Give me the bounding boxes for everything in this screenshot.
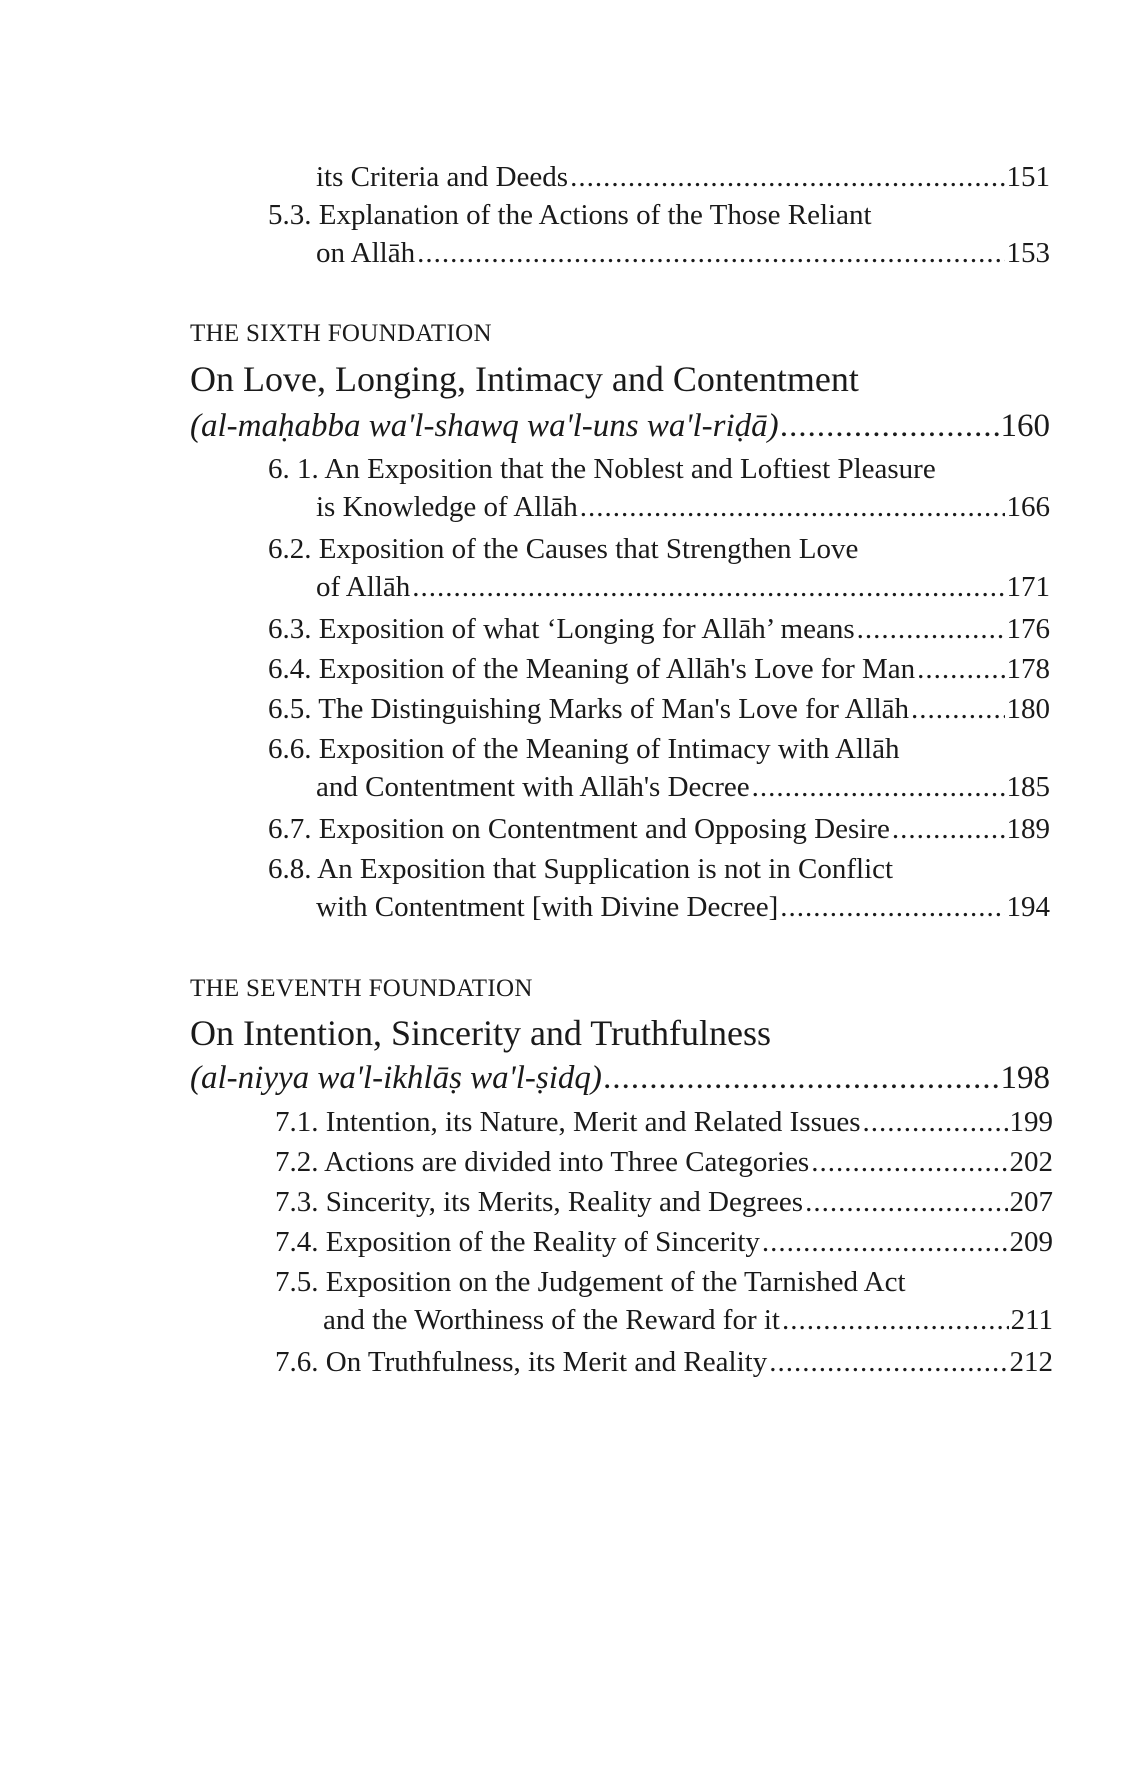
- foundation-title: On Intention, Sincerity and Truthfulness: [190, 1013, 771, 1053]
- toc-entry-text: 7.5. Exposition on the Judgement of the Tarnished Act: [275, 1266, 906, 1298]
- toc-entry-7-3: [275, 1183, 1053, 1221]
- toc-entry-text: 7.3. Sincerity, its Merits, Reality and Degrees: [275, 1186, 804, 1218]
- toc-entry-text: 6. 1. An Exposition that the Noblest and Loftiest Pleasure: [268, 453, 936, 485]
- toc-entry-text: 6.7. Exposition on Contentment and Opposing Desire: [268, 813, 890, 845]
- toc-entry-line: [268, 234, 1050, 272]
- foundation-label: THE SEVENTH FOUNDATION: [190, 975, 533, 1002]
- toc-entry-6-4: [268, 650, 1050, 688]
- toc-page-number: 180: [1006, 693, 1050, 725]
- foundation-title: On Love, Longing, Intimacy and Contentment: [190, 359, 859, 399]
- toc-entry-line: [275, 1183, 1053, 1221]
- dot-leader: [811, 1143, 1007, 1181]
- toc-entry-7-2: [275, 1143, 1053, 1181]
- toc-page-number: 207: [1009, 1186, 1053, 1218]
- toc-page-number: 151: [1006, 161, 1050, 193]
- toc-page-number: 166: [1006, 491, 1050, 523]
- toc-page-number: 153: [1006, 237, 1050, 269]
- toc-entry-text: 7.6. On Truthfulness, its Merit and Reality: [275, 1346, 768, 1378]
- toc-page-number: 160: [1000, 408, 1050, 444]
- toc-page-number: 199: [1009, 1106, 1053, 1138]
- dot-leader: [917, 650, 1004, 688]
- toc-entry-line: [268, 810, 1050, 848]
- toc-entry-text: 6.2. Exposition of the Causes that Strengthen Love: [268, 533, 859, 565]
- toc-entry-line: [268, 158, 1050, 196]
- toc-entry-text: 7.2. Actions are divided into Three Categories: [275, 1146, 810, 1178]
- toc-entry-line: [275, 1143, 1053, 1181]
- toc-entry-text: 6.3. Exposition of what ‘Longing for Allāh’ means: [268, 613, 855, 645]
- dot-leader: [911, 690, 1004, 728]
- toc-entry-line: [268, 610, 1050, 648]
- toc-entry-line: [268, 690, 1050, 728]
- toc-page-number: 202: [1009, 1146, 1053, 1178]
- toc-page-number: 189: [1006, 813, 1050, 845]
- toc-entry-5-2-continued: [268, 158, 1050, 196]
- toc-entry-text: of Allāh: [316, 571, 411, 603]
- toc-entry-6-7: [268, 810, 1050, 848]
- toc-entry-text: 6.5. The Distinguishing Marks of Man's Love for Allāh: [268, 693, 910, 725]
- dot-leader: [805, 1183, 1007, 1221]
- toc-entry-text: 5.3. Explanation of the Actions of the Those Reliant: [268, 199, 872, 231]
- toc-page-number: 178: [1006, 653, 1050, 685]
- dot-leader: [769, 1343, 1007, 1381]
- dot-leader: [781, 408, 999, 445]
- toc-entry-6-5: [268, 690, 1050, 728]
- toc-entry-text: with Contentment [with Divine Decree]: [316, 891, 779, 923]
- toc-entry-text: its Criteria and Deeds: [316, 161, 569, 193]
- toc-page-number: 211: [1010, 1304, 1053, 1336]
- toc-page-number: 212: [1009, 1346, 1053, 1378]
- toc-entry-text: 7.1. Intention, its Nature, Merit and Related Issues: [275, 1106, 861, 1138]
- dot-leader: [752, 768, 1005, 806]
- toc-entry-text: on Allāh: [316, 237, 416, 269]
- toc-page-number: 194: [1006, 891, 1050, 923]
- foundation-label: THE SIXTH FOUNDATION: [190, 320, 492, 347]
- toc-entry-line: [275, 1223, 1053, 1261]
- dot-leader: [857, 610, 1005, 648]
- dot-leader: [782, 1301, 1009, 1339]
- toc-entry-text: 7.4. Exposition of the Reality of Sincerity: [275, 1226, 760, 1258]
- dot-leader: [762, 1223, 1008, 1261]
- transliteration-text: (al-niyya wa'l-ikhlāṣ wa'l-ṣidq): [190, 1060, 602, 1096]
- toc-entry-6-1: [268, 450, 1050, 526]
- toc-page-number: 185: [1006, 771, 1050, 803]
- toc-entry-6-6: [268, 730, 1050, 806]
- toc-entry-line: [268, 488, 1050, 526]
- dot-leader: [580, 488, 1005, 526]
- toc-entry-7-4: [275, 1223, 1053, 1261]
- toc-page-number: 171: [1006, 571, 1050, 603]
- toc-entry-line: [275, 1301, 1053, 1339]
- dot-leader: [780, 888, 1004, 926]
- toc-entry-7-5: [275, 1263, 1053, 1339]
- toc-entry-text: 6.8. An Exposition that Supplication is not in Conflict: [268, 853, 894, 885]
- toc-entry-line: [275, 1343, 1053, 1381]
- toc-entry-line: [190, 1060, 1050, 1097]
- toc-page-number: 198: [1000, 1060, 1050, 1096]
- toc-entry-6-3: [268, 610, 1050, 648]
- toc-entry-text: 6.6. Exposition of the Meaning of Intimacy with Allāh: [268, 733, 900, 765]
- toc-entry-6-8: [268, 850, 1050, 926]
- toc-entry-line: [268, 650, 1050, 688]
- toc-entry-line: [268, 568, 1050, 606]
- toc-page-number: 176: [1006, 613, 1050, 645]
- transliteration-text: (al-maḥabba wa'l-shawq wa'l-uns wa'l-riḍā): [190, 408, 779, 444]
- dot-leader: [892, 810, 1005, 848]
- dot-leader: [570, 158, 1004, 196]
- toc-entry-7-1: [275, 1103, 1053, 1141]
- toc-entry-text: 6.4. Exposition of the Meaning of Allāh's Love for Man: [268, 653, 916, 685]
- toc-entry-7-6: [275, 1343, 1053, 1381]
- toc-entry-line: [268, 888, 1050, 926]
- toc-entry-line: [190, 408, 1050, 445]
- dot-leader: [604, 1060, 999, 1097]
- toc-entry-line: [268, 768, 1050, 806]
- foundation-transliteration: [190, 1060, 1050, 1097]
- toc-entry-6-2: [268, 530, 1050, 606]
- dot-leader: [863, 1103, 1008, 1141]
- toc-entry-text: and the Worthiness of the Reward for it: [323, 1304, 780, 1336]
- dot-leader: [417, 234, 1004, 272]
- dot-leader: [412, 568, 1004, 606]
- toc-entry-text: and Contentment with Allāh's Decree: [316, 771, 750, 803]
- toc-page-number: 209: [1009, 1226, 1053, 1258]
- toc-entry-text: is Knowledge of Allāh: [316, 491, 578, 523]
- toc-entry-line: [275, 1103, 1053, 1141]
- foundation-transliteration: [190, 408, 1050, 445]
- toc-entry-5-3: [268, 196, 1050, 272]
